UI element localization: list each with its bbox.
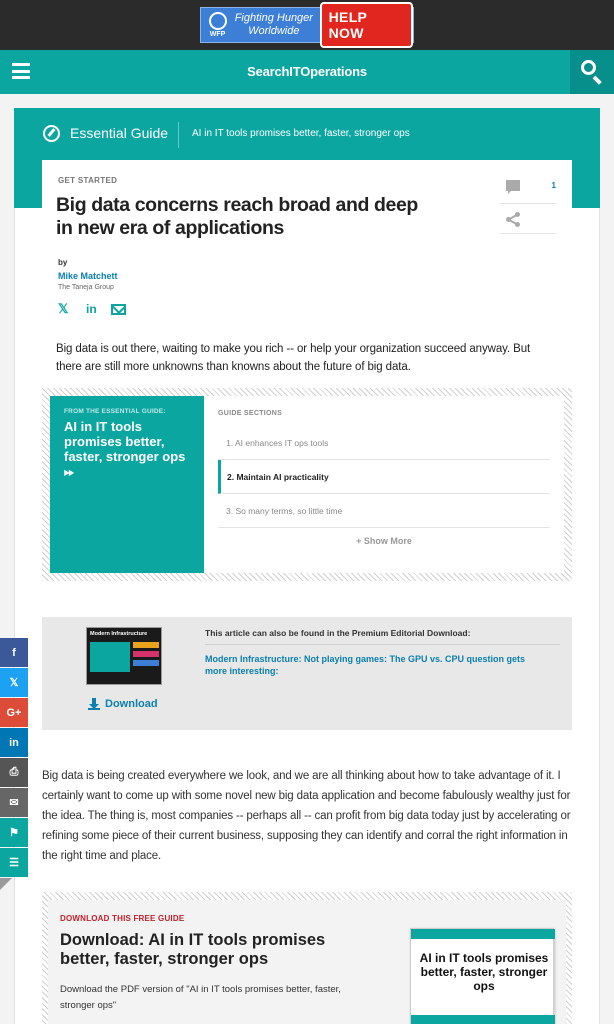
download-link[interactable]: Download <box>88 698 158 710</box>
linkedin-share-icon[interactable]: in <box>0 728 28 757</box>
article-dek: Big data is out there, waiting to make you rich -- or help your organization succeed anyway. But there are still more unknowns than knowns about the future of big data. <box>56 343 531 373</box>
guide-section-item[interactable]: 1. AI enhances IT ops tools <box>218 426 550 460</box>
free-guide-box <box>42 892 572 1024</box>
share-button[interactable] <box>500 204 556 234</box>
print-icon[interactable]: ⎙ <box>0 758 28 787</box>
download-intro: This article can also be found in the Premium Editorial Download: <box>205 628 471 638</box>
free-guide-cover[interactable] <box>410 928 554 1024</box>
globe-icon <box>209 12 227 30</box>
comment-icon <box>506 180 520 191</box>
guide-section-item[interactable]: 3. So many terms, so little time <box>218 494 550 528</box>
article-kicker[interactable]: GET STARTED <box>58 176 118 185</box>
rail-collapse-icon[interactable] <box>0 878 12 890</box>
guide-from-label: FROM THE ESSENTIAL GUIDE: <box>64 408 166 415</box>
divider <box>205 644 560 645</box>
ad-tagline: Fighting Hunger Worldwide <box>234 12 313 37</box>
wfp-logo: WFP <box>201 8 234 42</box>
google-plus-share-icon[interactable]: G+ <box>0 698 28 727</box>
comment-count: 1 <box>551 181 556 190</box>
twitter-icon[interactable]: 𝕏 <box>58 301 69 316</box>
guide-title-link[interactable]: AI in IT tools promises better, faster, stronger ops ⏩︎ <box>64 419 186 479</box>
email-icon[interactable] <box>111 304 126 315</box>
article-tools <box>500 174 556 234</box>
free-guide-title-link[interactable]: Download: AI in IT tools promises better, faster, stronger ops <box>60 931 326 968</box>
article-body-paragraph: Big data is being created everywhere we look, and we are all thinking about how to take advantage of it. I certainly want to come up with some novel new big data application and become fabulously wealthy just for the idea. The thing is, most companies -- perhaps all -- can profit from big data today just by accelerating or refining some piece of their current business, supposing they can identify and corral the right information in the right time and place. <box>42 770 571 862</box>
document-icon[interactable]: ☰ <box>0 848 28 877</box>
bookmark-icon[interactable]: ⚑ <box>0 818 28 847</box>
author-link[interactable]: Mike Matchett <box>58 271 118 281</box>
facebook-share-icon[interactable]: f <box>0 638 28 667</box>
show-more-button[interactable]: + Show More <box>356 536 412 546</box>
article-headline: Big data concerns reach broad and deep in new era of applications <box>56 194 418 239</box>
byline-label: by <box>58 258 68 267</box>
guide-sections-header: GUIDE SECTIONS <box>218 410 283 417</box>
double-chevron-right-icon: ⏩︎ <box>64 464 75 479</box>
guide-topic-link[interactable]: AI in IT tools promises better, faster, stronger ops <box>192 128 410 139</box>
ezine-cover-thumbnail[interactable]: Modern Infrastructure <box>86 627 162 685</box>
linkedin-icon[interactable]: in <box>86 302 97 316</box>
free-guide-kicker: DOWNLOAD THIS FREE GUIDE <box>60 914 185 923</box>
free-guide-description: Download the PDF version of "AI in IT tools promises better, faster, stronger ops" <box>60 984 341 1011</box>
site-title[interactable]: SearchITOperations <box>247 64 367 79</box>
author-organization: The Taneja Group <box>58 284 114 291</box>
premium-download-box <box>42 617 572 730</box>
guide-promo[interactable] <box>50 396 204 573</box>
divider <box>178 122 179 148</box>
compass-icon <box>43 125 60 142</box>
email-share-icon[interactable]: ✉ <box>0 788 28 817</box>
guide-section-item-active[interactable]: 2. Maintain AI practicality <box>218 460 550 494</box>
guide-label: Essential Guide <box>70 125 169 141</box>
author-social-links <box>58 302 126 316</box>
help-now-button[interactable]: HELP NOW <box>320 2 413 48</box>
wfp-ad-banner[interactable] <box>200 7 414 43</box>
essential-guide-box <box>42 388 572 581</box>
search-icon[interactable] <box>570 50 614 94</box>
ezine-title-link[interactable]: Modern Infrastructure: Not playing games: The GPU vs. CPU question gets more interesting: <box>205 654 526 676</box>
comments-button[interactable] <box>500 174 556 204</box>
ad-bar <box>0 0 614 50</box>
download-icon <box>88 698 100 710</box>
cover-title: AI in IT tools promises better, faster, stronger ops <box>419 951 549 993</box>
share-rail <box>0 638 28 878</box>
share-icon <box>506 212 520 226</box>
twitter-share-icon[interactable]: 𝕏 <box>0 668 28 697</box>
guide-sections <box>218 410 550 546</box>
site-header <box>0 50 614 94</box>
